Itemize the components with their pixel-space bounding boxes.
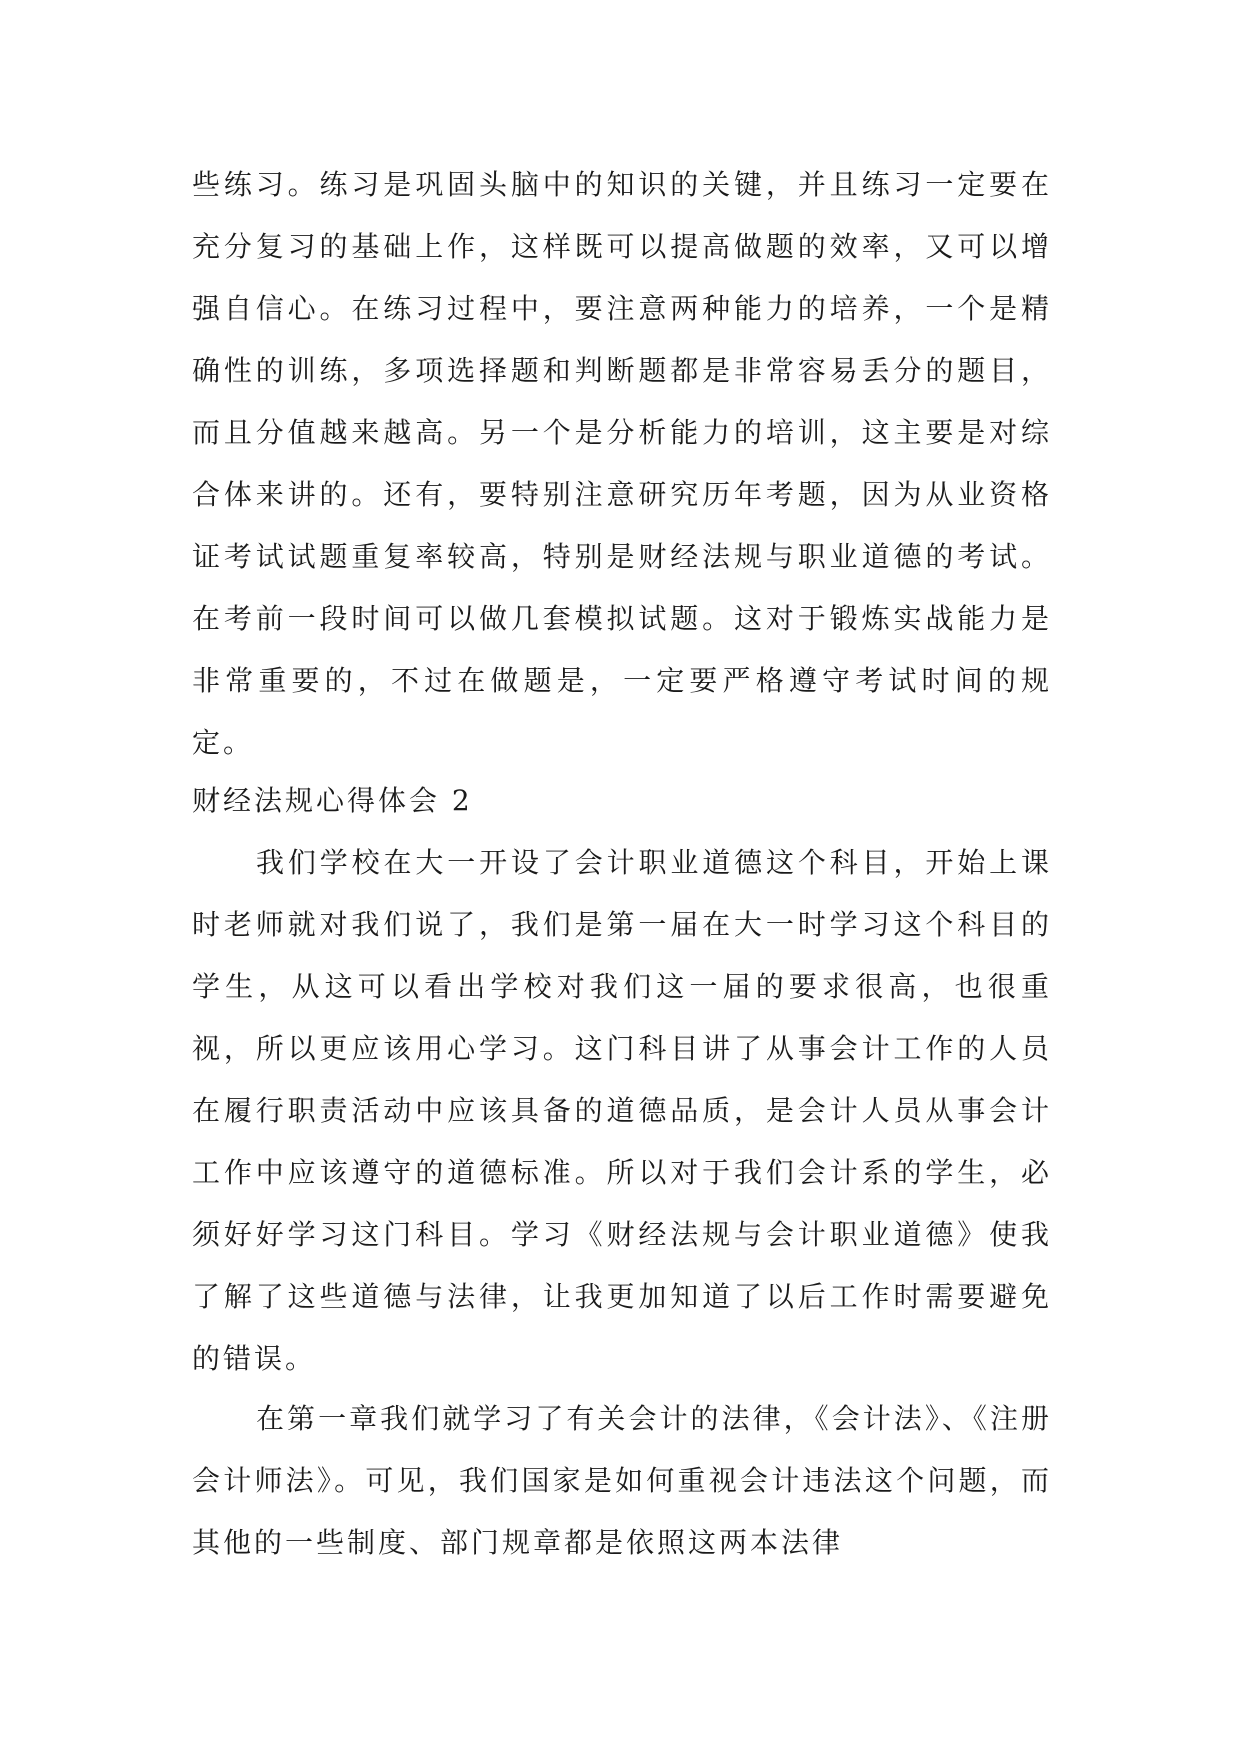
body-paragraph: 些练习。练习是巩固头脑中的知识的关键，并且练习一定要在充分复习的基础上作，这样既可以提高做题的效率，又可以增强自信心。在练习过程中，要注意两种能力的培养，一个是精确性的训练，多项选择题和判断题都是非常容易丢分的题目，而且分值越来越高。另一个是分析能力的培训，这主要是对综合体来讲的。还有，要特别注意研究历年考题，因为从业资格证考试试题重复率较高，特别是财经法规与职业道德的考试。在考前一段时间可以做几套模拟试题。这对于锻炼实战能力是非常重要的，不过在做题是，一定要严格遵守考试时间的规定。 [192,168,1052,759]
body-paragraph: 在第一章我们就学习了有关会计的法律，《会计法》、《注册会计师法》。可见，我们国家是如何重视会计违法这个问题，而其他的一些制度、部门规章都是依照这两本法律 [192,1402,1052,1559]
section-title: 财经法规心得体会 2 [192,784,473,817]
body-paragraph: 我们学校在大一开设了会计职业道德这个科目，开始上课时老师就对我们说了，我们是第一届在大一时学习这个科目的学生，从这可以看出学校对我们这一届的要求很高，也很重视，所以更应该用心学习。这门科目讲了从事会计工作的人员在履行职责活动中应该具备的道德品质，是会计人员从事会计工作中应该遵守的道德标准。所以对于我们会计系的学生，必须好好学习这门科目。学习《财经法规与会计职业道德》使我了解了这些道德与法律，让我更加知道了以后工作时需要避免的错误。 [192,846,1052,1375]
